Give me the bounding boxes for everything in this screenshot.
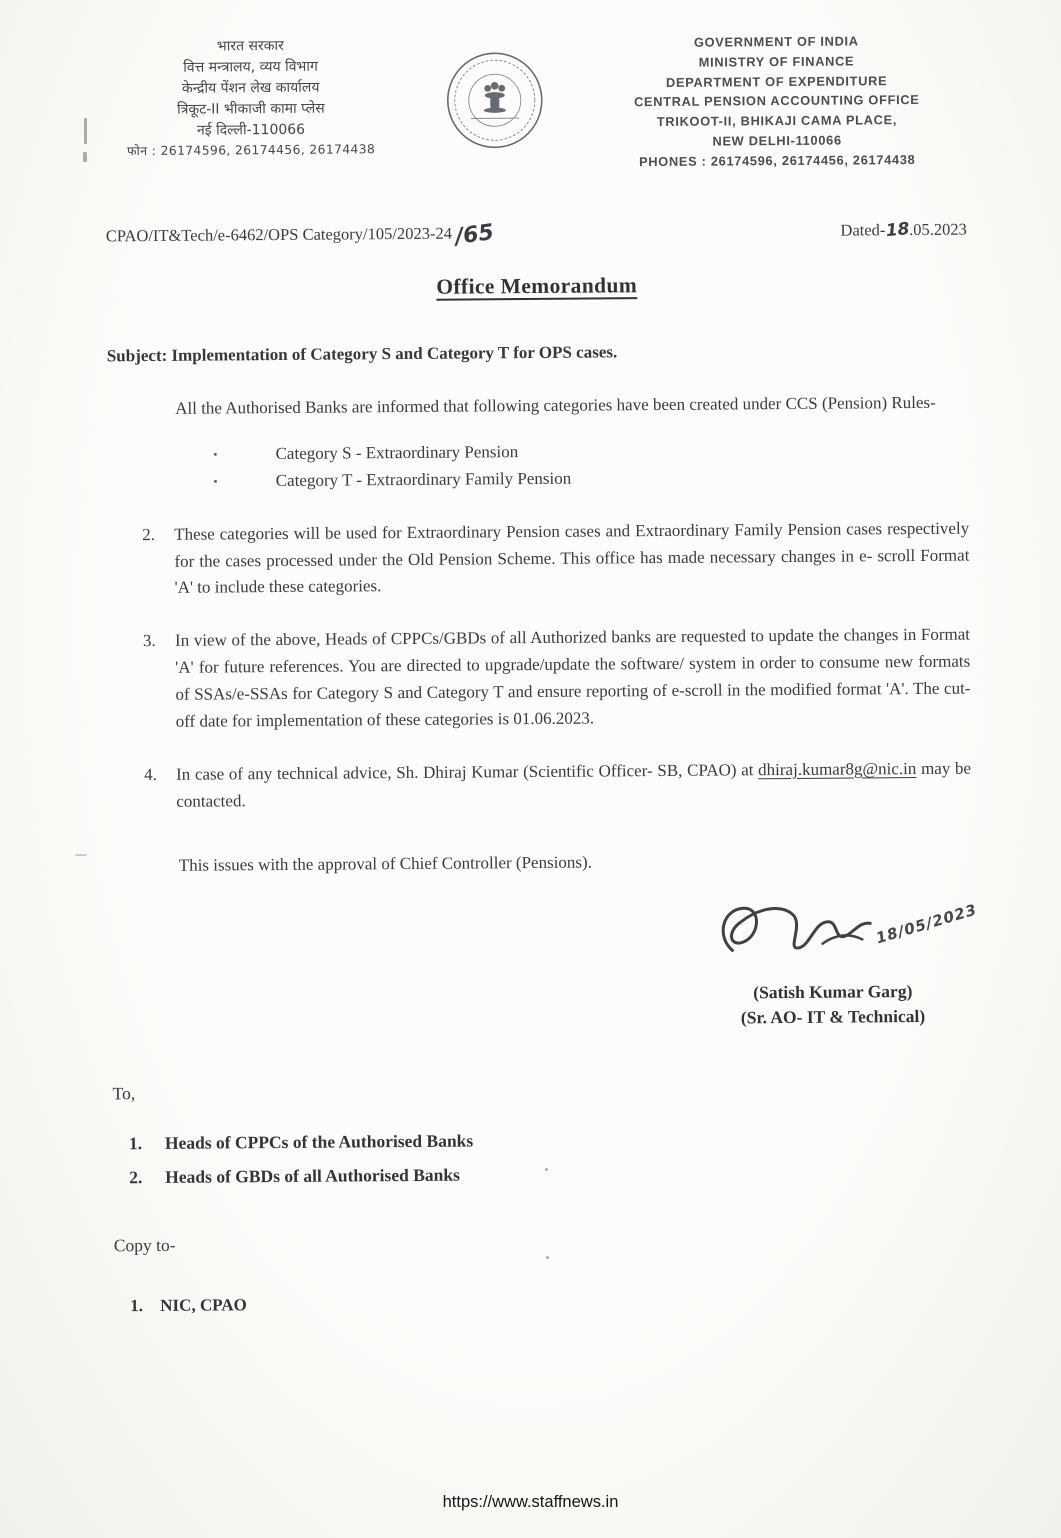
footer-url: https://www.staffnews.in: [442, 1493, 619, 1511]
copy-to-label: Copy to-: [113, 1234, 176, 1255]
scan-artifact: [546, 1256, 549, 1259]
hindi-phone-line: फोन : 26174596, 26174456, 26174438: [127, 142, 376, 159]
date-day-handwritten: 18: [884, 218, 910, 242]
english-line: NEW DELHI-110066: [712, 132, 842, 149]
subject-line: Subject: Implementation of Category S and Category T for OPS cases.: [106, 342, 618, 366]
signature-date-handwritten: 18/05/2023: [873, 900, 979, 948]
recipient-number: 2.: [129, 1167, 143, 1188]
contact-email: dhiraj.kumar8g@nic.in: [758, 758, 917, 779]
reference-number-handwritten: /65: [453, 219, 496, 250]
recipient-list: [129, 1120, 975, 1195]
english-line: DEPARTMENT OF EXPENDITURE: [665, 72, 888, 90]
item-text-after-email: may be contacted.: [176, 758, 972, 811]
emblem-seal-graphic: [444, 50, 545, 151]
signature-block: [111, 891, 979, 1034]
signature-scribble: [702, 891, 979, 983]
letterhead: [104, 31, 966, 177]
item-text: In view of the above, Heads of CPPCs/GBDs of all Authorized banks are requested to update the changes in Format 'A' for future references. You are directed to upgrade/update the software/ system in order to consume new formats of SSAs/e-SSAs for Category S and Category T and ensure reporting of e-scroll in the modified format 'A'. The cut- off date for implementation of these categories is 01.06.2023.: [174, 624, 971, 731]
bullet-text: Category T - Extraordinary Family Pension: [275, 468, 572, 491]
scan-artifact: [83, 152, 87, 162]
date-printed: .05.2023: [908, 219, 967, 239]
bullet-icon: ▪: [213, 476, 218, 488]
english-address-block: [587, 31, 966, 173]
english-line: PHONES : 26174596, 26174456, 26174438: [639, 151, 916, 170]
memo-title-text: Office Memorandum: [436, 272, 638, 299]
copy-item-text: NIC, CPAO: [160, 1294, 247, 1315]
item-text-before-email: In case of any technical advice, Sh. Dhiraj Kumar (Scientific Officer- SB, CPAO) at: [175, 759, 759, 784]
scan-artifact: [84, 118, 87, 144]
reference-number-printed: CPAO/IT&Tech/e-6462/OPS Category/105/2023-24: [105, 223, 452, 246]
emblem-seal-icon: [444, 50, 549, 156]
hindi-line: भारत सरकार: [216, 37, 284, 55]
memo-title: [106, 270, 967, 302]
scan-artifact: [545, 1168, 548, 1171]
date-label: Dated-: [840, 220, 886, 240]
numbered-item-2: [142, 515, 970, 602]
copy-item-number: 1.: [130, 1295, 144, 1315]
english-line: GOVERNMENT OF INDIA: [693, 33, 859, 50]
recipient-item: [129, 1154, 974, 1195]
hindi-address-block: [100, 35, 401, 161]
numbered-item-4: [144, 755, 971, 815]
hindi-line: नई दिल्ली-110066: [196, 121, 306, 139]
category-bullet-list: [213, 434, 968, 495]
signatory-designation: (Sr. AO- IT & Technical): [740, 1006, 926, 1028]
signatory-name: (Satish Kumar Garg): [753, 981, 913, 1003]
item-number: 3.: [142, 631, 156, 651]
bullet-text: Category S - Extraordinary Pension: [275, 441, 519, 463]
hindi-line: केन्द्रीय पेंशन लेख कार्यालय: [181, 79, 320, 97]
reference-number: [105, 219, 496, 250]
english-line: TRIKOOT-II, BHIKAJI CAMA PLACE,: [656, 112, 898, 130]
hindi-line: वित्त मन्त्रालय, व्यय विभाग: [183, 58, 318, 76]
item-text: These categories will be used for Extraordinary Pension cases and Extraordinary Family Pension cases respectively for the cases processed under the Old Pension Scheme. This office has made necessary changes in e- scroll Format 'A' to include these categories.: [174, 518, 970, 598]
item-number: 4.: [143, 764, 157, 784]
recipient-text: Heads of CPPCs of the Authorised Banks: [164, 1130, 474, 1154]
bullet-item: [214, 462, 969, 495]
bullet-icon: ▪: [213, 449, 218, 461]
recipient-number: 1.: [128, 1133, 143, 1154]
hindi-line: त्रिकूट-II भीकाजी कामा प्लेस: [176, 100, 325, 118]
date-line: [840, 219, 966, 240]
to-label: To,: [112, 1083, 136, 1104]
scan-artifact: [75, 854, 87, 856]
recipient-text: Heads of GBDs of all Authorised Banks: [165, 1165, 460, 1188]
copy-to-item: [130, 1289, 975, 1316]
reference-row: [105, 215, 967, 250]
item-text: [176, 755, 971, 815]
intro-paragraph: All the Authorised Banks are informed that following categories have been created under CCS (Pension) Rules-: [175, 392, 936, 418]
english-line: CENTRAL PENSION ACCOUNTING OFFICE: [634, 92, 920, 110]
approval-line: This issues with the approval of Chief Controller (Pensions).: [178, 852, 592, 876]
item-number: 2.: [142, 524, 156, 544]
signature-ink: [702, 891, 903, 981]
numbered-item-3: [143, 622, 971, 736]
english-line: MINISTRY OF FINANCE: [698, 53, 855, 70]
